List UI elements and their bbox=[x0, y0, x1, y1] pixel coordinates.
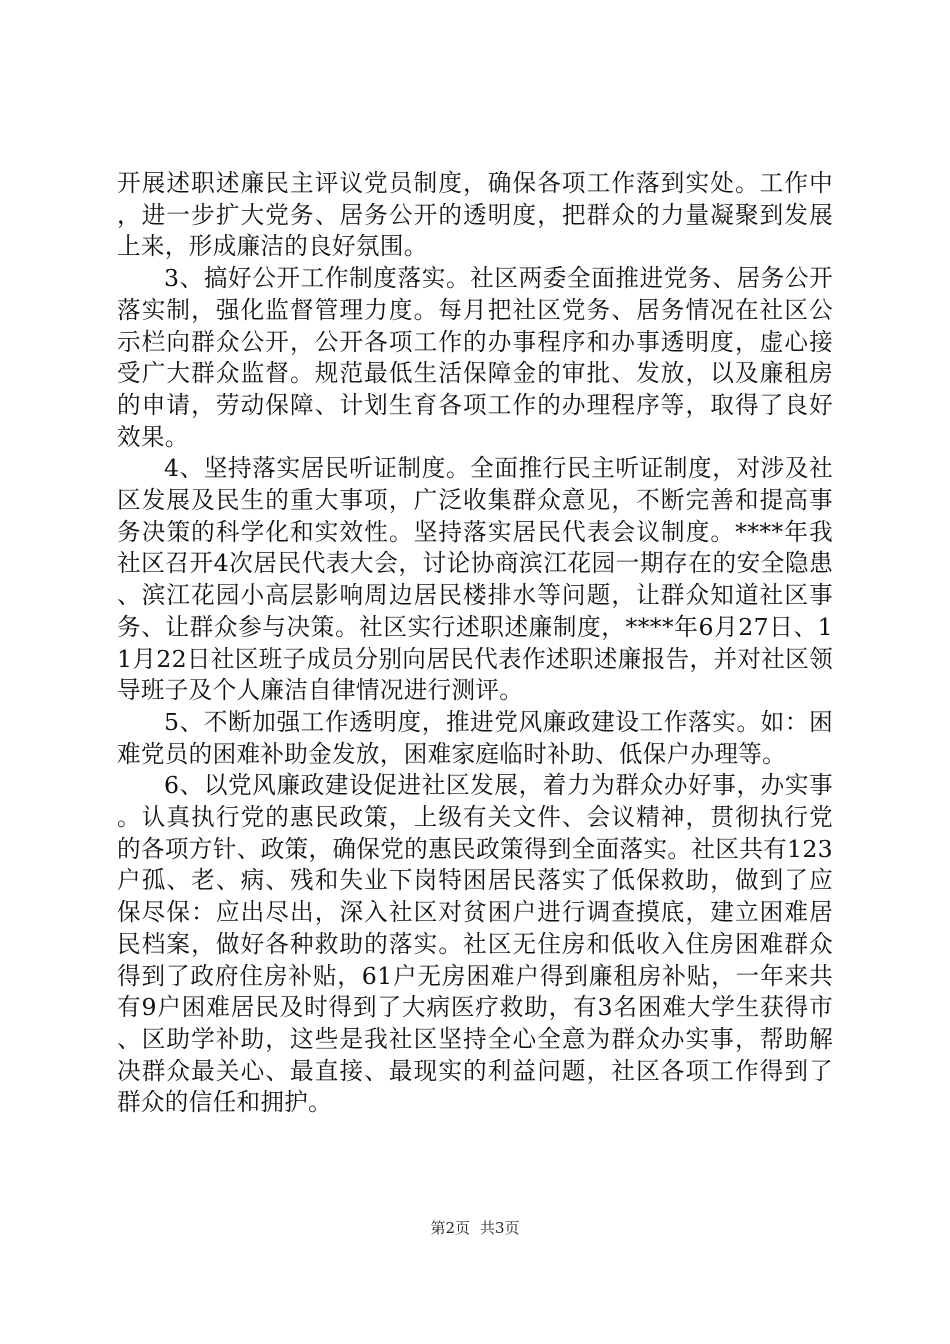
page-total: 共3页 bbox=[480, 1219, 520, 1237]
page-footer bbox=[0, 1218, 950, 1238]
paragraph-2: 3、搞好公开工作制度落实。社区两委全面推进党务、居务公开落实制，强化监督管理力度。每月把社区党务、居务情况在社区公示栏向群众公开，公开各项工作的办事程序和办事透明度，虚心接受广大群众监督。规范最低生活保障金的审批、发放，以及廉租房的申请，劳动保障、计划生育各项工作的办理程序等，取得了良好效果。 bbox=[117, 264, 833, 451]
paragraph-4: 5、不断加强工作透明度，推进党风廉政建设工作落实。如：困难党员的困难补助金发放，困难家庭临时补助、低保户办理等。 bbox=[117, 707, 833, 768]
paragraph-1: 开展述职述廉民主评议党员制度，确保各项工作落到实处。工作中，进一步扩大党务、居务公开的透明度，把群众的力量凝聚到发展上来，形成廉洁的良好氛围。 bbox=[117, 169, 833, 261]
paragraph-5: 6、以党风廉政建设促进社区发展，着力为群众办好事，办实事。认真执行党的惠民政策，上级有关文件、会议精神，贯彻执行党的各项方针、政策，确保党的惠民政策得到全面落实。社区共有123户孤、老、病、残和失业下岗特困居民落实了低保救助，做到了应保尽保：应出尽出，深入社区对贫困户进行调查摸底，建立困难居民档案，做好各种救助的落实。社区无住房和低收入住房困难群众得到了政府住房补贴，61户无房困难户得到廉租房补贴，一年来共有9户困难居民及时得到了大病医疗救助，有3名困难大学生获得市、区助学补助，这些是我社区坚持全心全意为群众办实事，帮助解决群众最关心、最直接、最现实的利益问题，社区各项工作得到了群众的信任和拥护。 bbox=[117, 771, 833, 1117]
document-body bbox=[117, 168, 833, 1119]
paragraph-3: 4、坚持落实居民听证制度。全面推行民主听证制度，对涉及社区发展及民生的重大事项，广泛收集群众意见，不断完善和提高事务决策的科学化和实效性。坚持落实居民代表会议制度。****年我社区召开4次居民代表大会，讨论协商滨江花园一期存在的安全隐患、滨江花园小高层影响周边居民楼排水等问题，让群众知道社区事务、让群众参与决策。社区实行述职述廉制度，****年6月27日、11月22日社区班子成员分别向居民代表作述职述廉报告，并对社区领导班子及个人廉洁自律情况进行测评。 bbox=[117, 454, 833, 705]
page-number: 第2页 bbox=[430, 1219, 470, 1237]
